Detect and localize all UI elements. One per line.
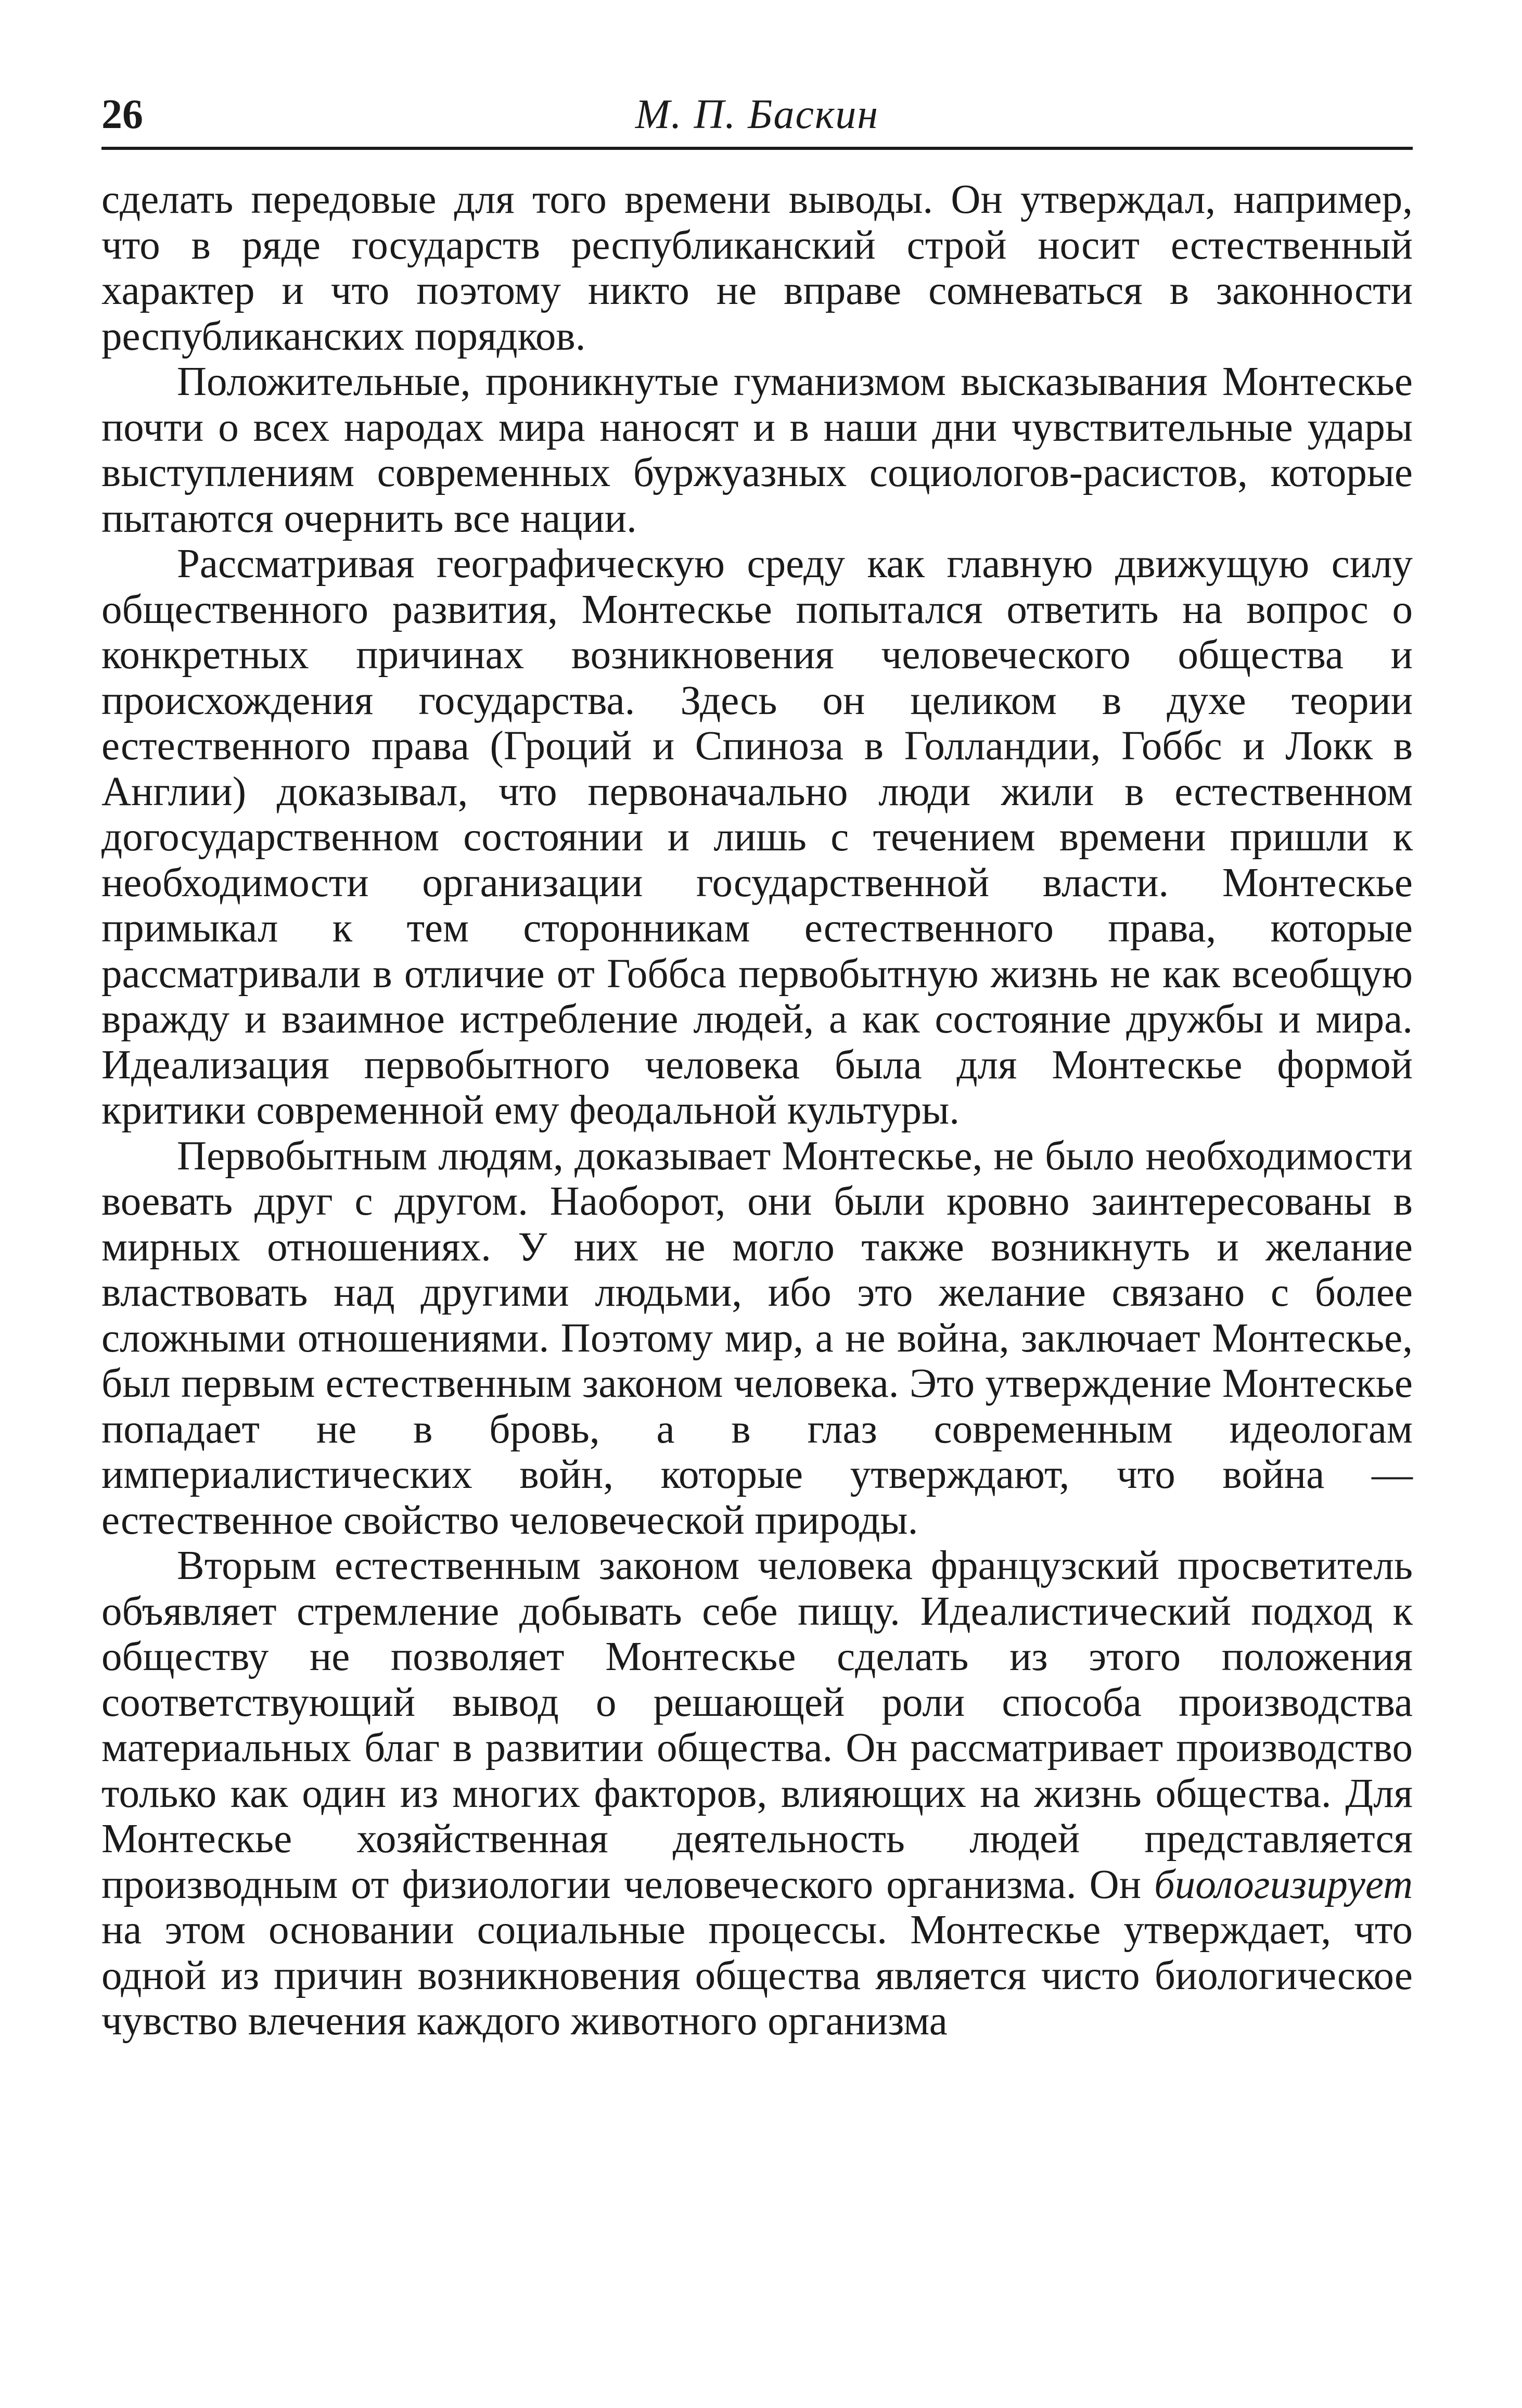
running-head: М. П. Баскин xyxy=(635,92,879,137)
paragraph-4: Первобытным людям, доказывает Монтескье, не было необходимости воевать друг с другом. Наоборот, они были кровно заинтересованы в мирных отношениях. У них не могло также возникнуть и желание властвовать над другими людьми, ибо это желание связано с более сложными отношениями. Поэтому мир, а не война, заключает Монтескье, был первым естественным законом человека. Это утверждение Монтескье попадает не в бровь, а в глаз современным идеологам империалистических войн, которые утверждают, что война — естественное свойство человеческой природы. xyxy=(101,1133,1413,1543)
emphasized-word: биологизирует xyxy=(1154,1862,1413,1907)
paragraph-3: Рассматривая географическую среду как главную движущую силу общественного развития, Монтескье попытался ответить на вопрос о конкретных причинах возникновения человеческого общества и происхождения государства. Здесь он целиком в духе теории естественного права (Гроций и Спиноза в Голландии, Гоббс и Локк в Англии) доказывал, что первоначально люди жили в естественном догосударственном состоянии и лишь с течением времени пришли к необходимости организации государственной власти. Монтескье примыкал к тем сторонникам естественного права, которые рассматривали в отличие от Гоббса первобытную жизнь не как всеобщую вражду и взаимное истребление людей, а как состояние дружбы и мира. Идеализация первобытного человека была для Монтескье формой критики современной ему феодальной культуры. xyxy=(101,541,1413,1133)
paragraph-5 xyxy=(101,1543,1413,2044)
body-text xyxy=(101,177,1413,2044)
paragraph-5-text-after: на этом основании социальные процессы. Монтескье утверждает, что одной из причин возникновения общества является чисто биологическое чувство влечения каждого животного организма xyxy=(101,1907,1413,2044)
paragraph-5-text-before: Вторым естественным законом человека французский просветитель объявляет стремление добывать себе пищу. Идеалистический подход к обществу не позволяет Монтескье сделать из этого положения соответствующий вывод о решающей роли способа производства материальных благ в развитии общества. Он рассматривает производство только как один из многих факторов, влияющих на жизнь общества. Для Монтескье хозяйственная деятельность людей представляется производным от физиологии человеческого организма. Он xyxy=(101,1543,1413,1907)
paragraph-2: Положительные, проникнутые гуманизмом высказывания Монтескье почти о всех народах мира наносят и в наши дни чувствительные удары выступлениям современных буржуазных социологов-расистов, которые пытаются очернить все нации. xyxy=(101,359,1413,541)
paragraph-1: сделать передовые для того времени выводы. Он утверждал, например, что в ряде государств республиканский строй носит естественный характер и что поэтому никто не вправе сомневаться в законности республиканских порядков. xyxy=(101,177,1413,359)
header-rule xyxy=(101,147,1413,150)
page-header xyxy=(101,88,1413,146)
page-number: 26 xyxy=(101,92,143,137)
